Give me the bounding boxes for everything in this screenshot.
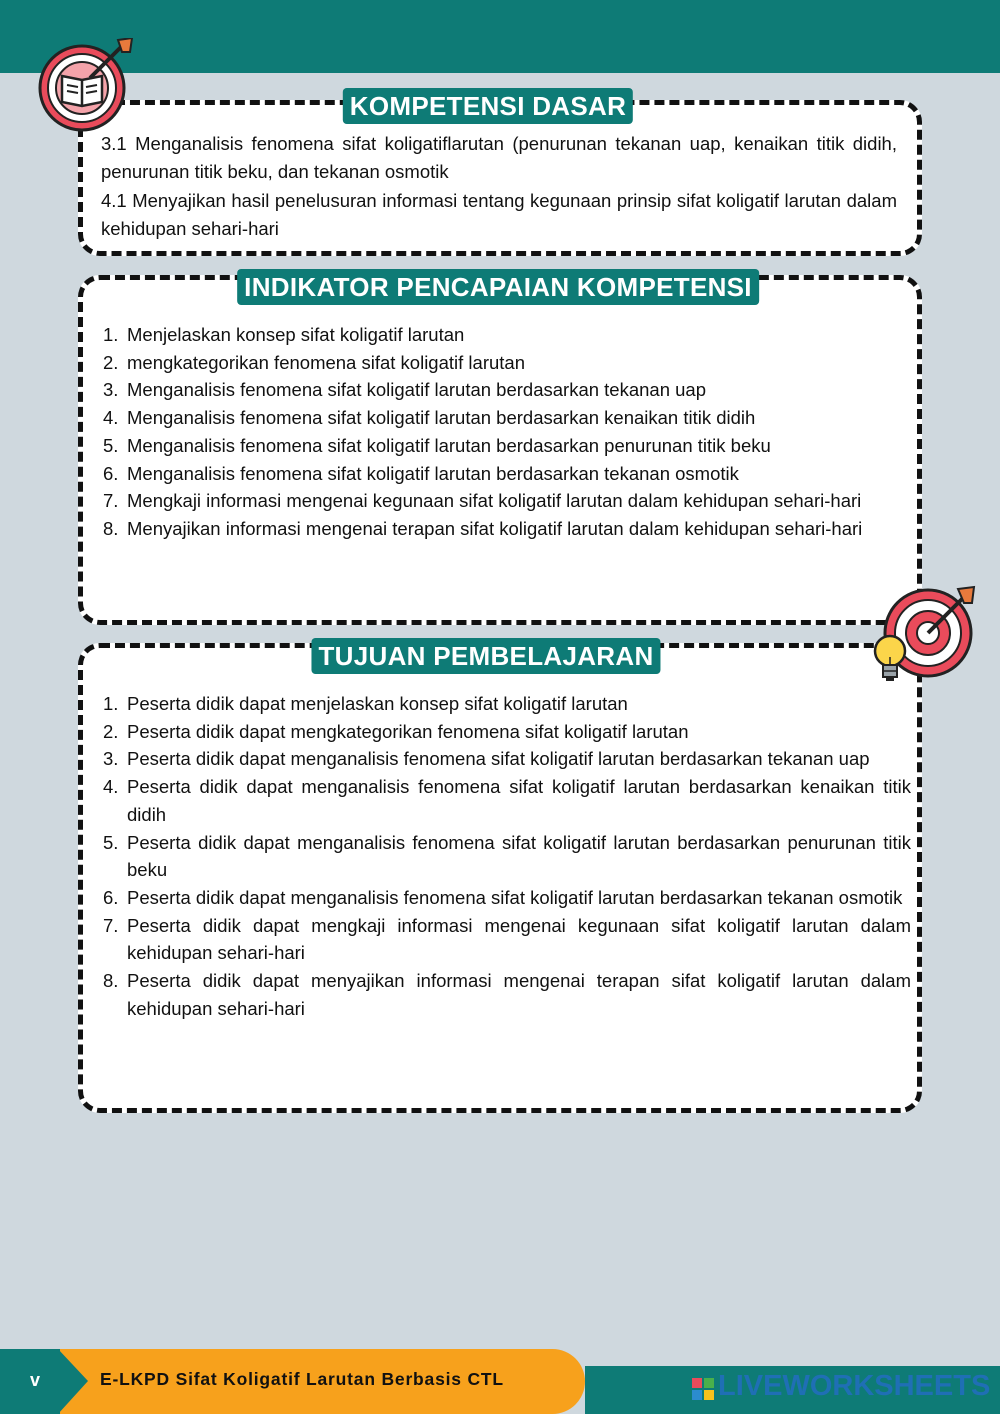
tujuan-box [78,643,922,1113]
list-item [103,376,911,404]
list-item [103,829,911,884]
item-text: Peserta didik dapat mengkaji informasi mengenai kegunaan sifat koligatif larutan dalam kehidupan sehari-hari [127,914,911,964]
kd-item: 3.1 Menganalisis fenomena sifat koligatiflarutan (penurunan tekanan uap, kenaikan titik didih, penurunan titik beku, dan tekanan osmotik [101,133,897,182]
header-bar [0,0,1000,73]
list-item [103,745,911,773]
target-lightbulb-icon [868,585,980,695]
indikator-title: INDIKATOR PENCAPAIAN KOMPETENSI [237,269,759,305]
kompetensi-dasar-text [101,130,897,244]
item-text: Peserta didik dapat menganalisis fenomena sifat koligatif larutan berdasarkan penurunan titik beku [127,831,911,881]
tujuan-title: TUJUAN PEMBELAJARAN [311,638,660,674]
item-text: mengkategorikan fenomena sifat koligatif larutan [127,351,525,373]
page-number: v [30,1370,41,1390]
item-number: 7. [103,490,119,512]
liveworksheets-logo-icon [692,1378,714,1400]
item-text: Peserta didik dapat mengkategorikan fenomena sifat koligatif larutan [127,720,689,742]
footer-title: E-LKPD Sifat Koligatif Larutan Berbasis CTL [100,1369,504,1389]
list-item [103,349,911,377]
item-text: Menganalisis fenomena sifat koligatif larutan berdasarkan tekanan uap [127,379,707,401]
item-number: 8. [103,517,119,539]
list-item [103,884,911,912]
footer-arrow [58,1349,98,1414]
item-number: 3. [103,379,119,401]
list-item [103,718,911,746]
item-number: 1. [103,693,119,714]
item-number: 4. [103,407,119,429]
kompetensi-dasar-box [78,91,922,256]
kompetensi-dasar-title: KOMPETENSI DASAR [343,88,633,124]
brand-name[interactable]: LIVEWORKSHEETS [718,1370,991,1402]
list-item [103,460,911,488]
item-text: Menganalisis fenomena sifat koligatif larutan berdasarkan tekanan osmotik [127,462,739,484]
item-text: Menjelaskan konsep sifat koligatif larutan [127,324,465,345]
kd-item: 4.1 Menyajikan hasil penelusuran informasi tentang kegunaan prinsip sifat koligatif larutan dalam kehidupan sehari-hari [101,190,897,239]
item-number: 2. [103,351,119,373]
item-text: Peserta didik dapat menyajikan informasi mengenai terapan sifat koligatif larutan dalam kehidupan sehari-hari [127,970,911,1019]
list-item [103,912,911,967]
item-number: 5. [103,831,119,853]
item-number: 7. [103,914,119,936]
item-number: 1. [103,324,119,345]
list-item [103,404,911,432]
indikator-list [103,321,911,543]
item-text: Menganalisis fenomena sifat koligatif larutan berdasarkan penurunan titik beku [127,434,771,456]
indikator-box [78,272,922,625]
item-text: Peserta didik dapat menganalisis fenomena sifat koligatif larutan berdasarkan kenaikan titik didih [127,776,911,825]
item-number: 2. [103,720,119,742]
item-number: 5. [103,434,119,456]
item-text: Menganalisis fenomena sifat koligatif larutan berdasarkan kenaikan titik didih [127,407,756,429]
list-item [103,432,911,460]
list-item [103,967,911,1022]
item-number: 3. [103,748,119,770]
item-text: Peserta didik dapat menganalisis fenomena sifat koligatif larutan berdasarkan tekanan uap [127,748,870,770]
item-number: 4. [103,776,119,798]
item-number: 8. [103,970,119,992]
item-text: Peserta didik dapat menjelaskan konsep sifat koligatif larutan [127,693,628,714]
item-text: Mengkaji informasi mengenai kegunaan sifat koligatif larutan dalam kehidupan sehari-hari [127,490,862,512]
item-text: Menyajikan informasi mengenai terapan sifat koligatif larutan dalam kehidupan sehari-hari [127,517,863,539]
list-item [103,487,911,515]
item-text: Peserta didik dapat menganalisis fenomena sifat koligatif larutan berdasarkan tekanan osmotik [127,886,903,908]
list-item [103,773,911,828]
list-item [103,321,911,349]
list-item [103,690,911,718]
tujuan-list [103,690,911,1022]
target-book-icon [38,38,138,138]
list-item [103,515,911,543]
item-number: 6. [103,462,119,484]
item-number: 6. [103,886,119,908]
